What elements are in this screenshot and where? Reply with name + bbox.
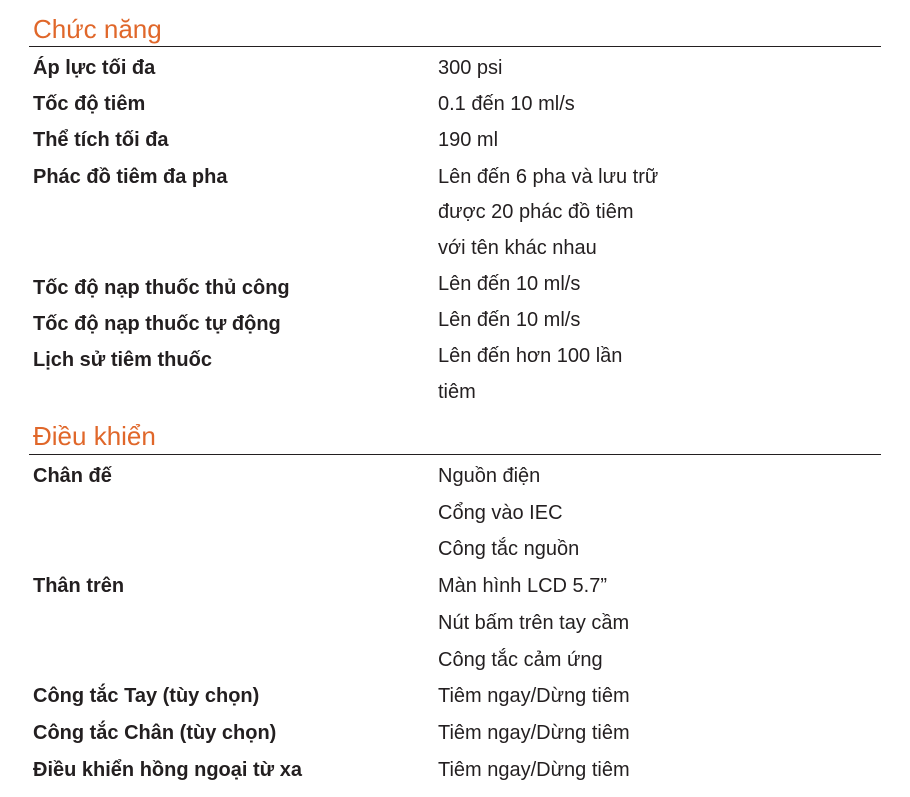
spec-label-injection-history: Lịch sử tiêm thuốc <box>33 349 212 371</box>
spec-value-ir-remote: Tiêm ngay/Dừng tiêm <box>438 759 630 781</box>
section-divider <box>29 46 881 47</box>
spec-value-max-pressure: 300 psi <box>438 57 503 79</box>
spec-value-injection-history-line-1: Lên đến hơn 100 lần <box>438 345 623 367</box>
spec-label-injection-rate: Tốc độ tiêm <box>33 93 146 115</box>
section-title-controls: Điều khiển <box>33 421 156 451</box>
spec-label-manual-fill-rate: Tốc độ nạp thuốc thủ công <box>33 277 290 299</box>
spec-value-upper-body-line-1: Màn hình LCD 5.7” <box>438 575 607 597</box>
spec-value-manual-fill-rate: Lên đến 10 ml/s <box>438 273 581 295</box>
spec-value-auto-fill-rate: Lên đến 10 ml/s <box>438 309 581 331</box>
spec-label-multiphase-protocol: Phác đồ tiêm đa pha <box>33 166 228 188</box>
spec-label-ir-remote: Điều khiển hồng ngoại từ xa <box>33 759 302 781</box>
spec-value-injection-rate: 0.1 đến 10 ml/s <box>438 93 575 115</box>
spec-value-base-line-1: Nguồn điện <box>438 465 541 487</box>
spec-value-base-line-3: Công tắc nguồn <box>438 538 580 560</box>
spec-label-base: Chân đế <box>33 465 112 487</box>
spec-label-max-pressure: Áp lực tối đa <box>33 57 156 79</box>
spec-value-multiphase-protocol-line-1: Lên đến 6 pha và lưu trữ <box>438 166 659 188</box>
spec-value-multiphase-protocol-line-3: với tên khác nhau <box>438 237 597 259</box>
spec-value-upper-body-line-2: Nút bấm trên tay cầm <box>438 612 630 634</box>
spec-label-hand-switch: Công tắc Tay (tùy chọn) <box>33 685 260 707</box>
section-divider <box>29 454 881 455</box>
spec-value-upper-body-line-3: Công tắc cảm ứng <box>438 649 603 671</box>
spec-value-base-line-2: Cổng vào IEC <box>438 502 563 524</box>
spec-value-foot-switch: Tiêm ngay/Dừng tiêm <box>438 722 630 744</box>
spec-label-max-volume: Thể tích tối đa <box>33 129 169 151</box>
spec-value-injection-history-line-2: tiêm <box>438 381 476 403</box>
spec-label-auto-fill-rate: Tốc độ nạp thuốc tự động <box>33 313 281 335</box>
spec-value-multiphase-protocol-line-2: được 20 phác đồ tiêm <box>438 201 634 223</box>
spec-value-max-volume: 190 ml <box>438 129 499 151</box>
spec-label-foot-switch: Công tắc Chân (tùy chọn) <box>33 722 277 744</box>
section-title-functions: Chức năng <box>33 14 162 44</box>
spec-value-hand-switch: Tiêm ngay/Dừng tiêm <box>438 685 630 707</box>
spec-label-upper-body: Thân trên <box>33 575 125 597</box>
